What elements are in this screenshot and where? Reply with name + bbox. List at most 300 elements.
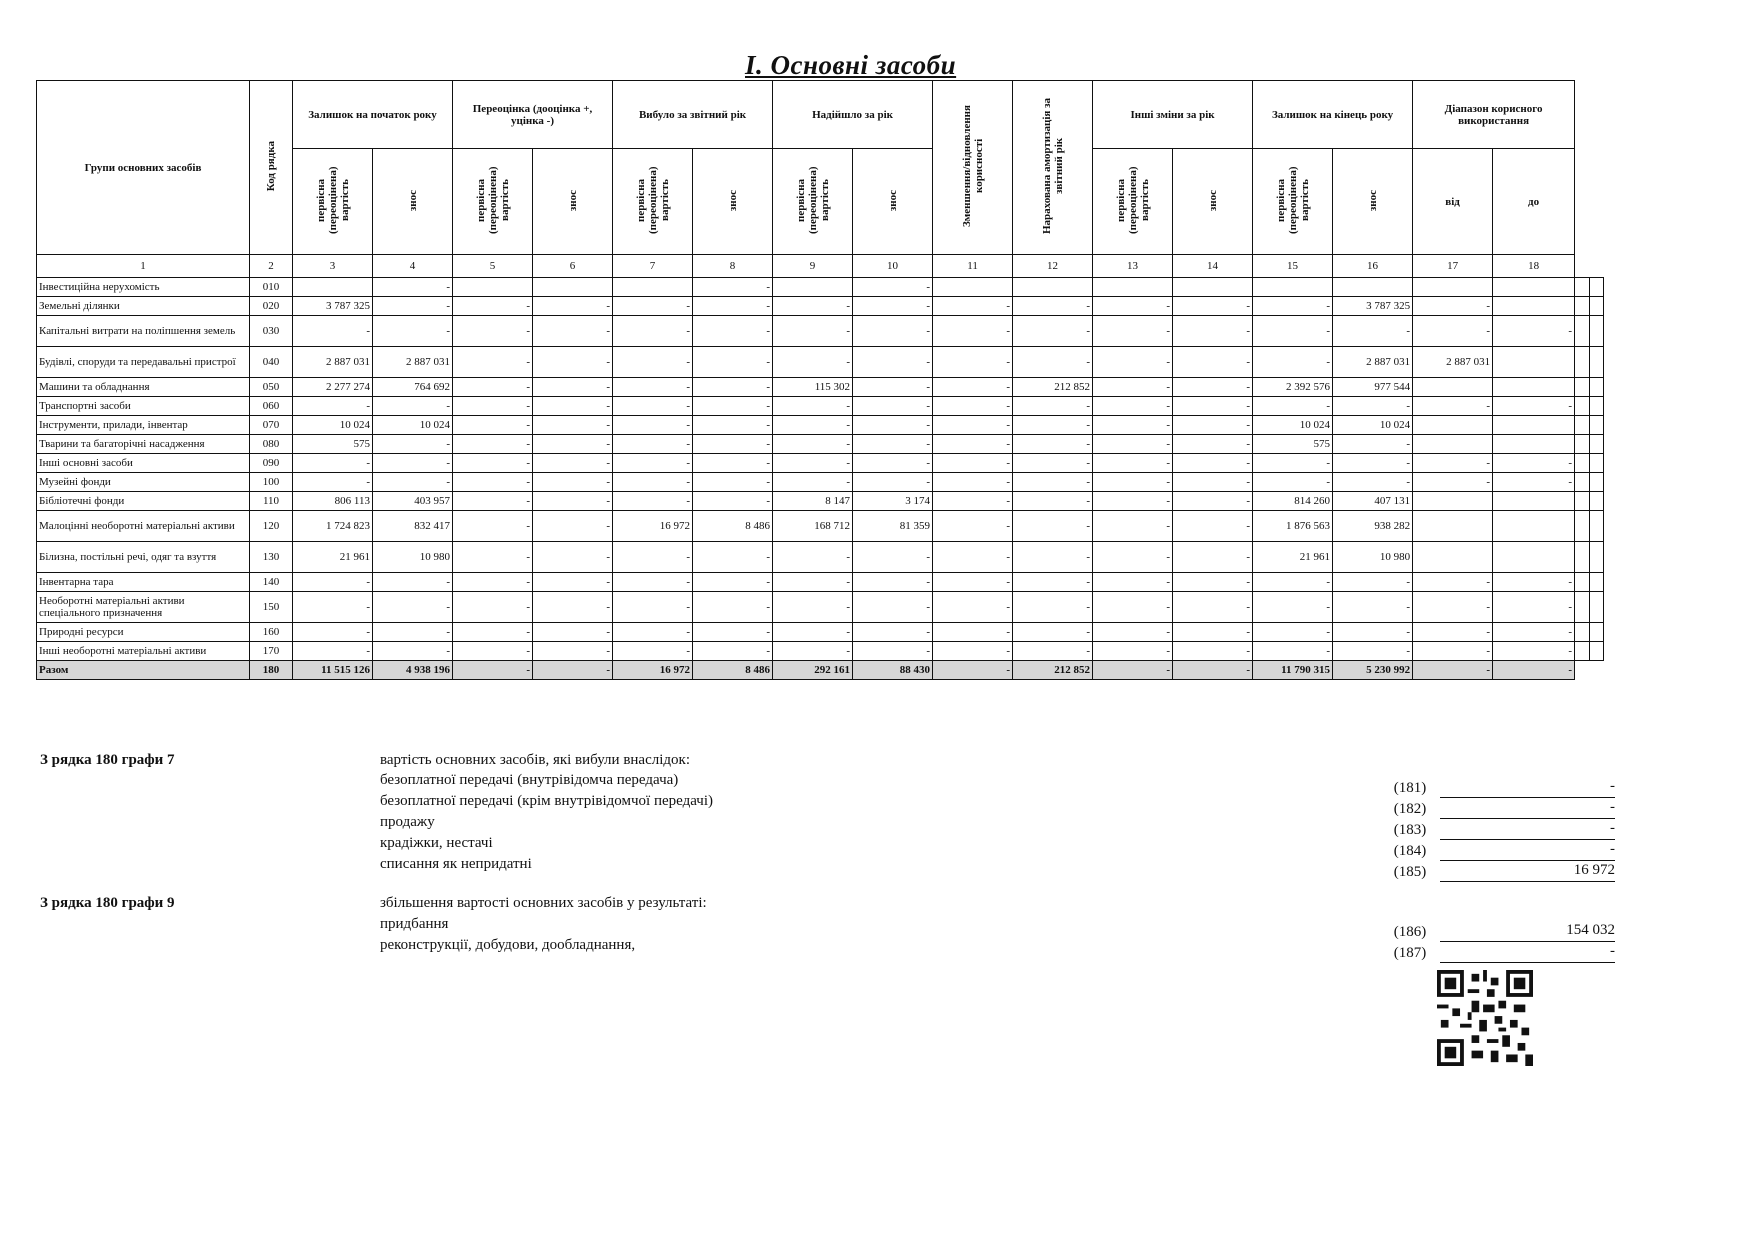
row-value: -: [1093, 316, 1173, 347]
header-original: первісна (переоцінена) вартість: [773, 149, 853, 255]
row-code: 130: [250, 542, 293, 573]
column-number: 10: [853, 255, 933, 278]
column-number: 12: [1013, 255, 1093, 278]
row-value: -: [1013, 347, 1093, 378]
row-value: -: [933, 347, 1013, 378]
row-value: -: [1013, 642, 1093, 661]
row-value: [1575, 573, 1589, 592]
row-value: [1575, 623, 1589, 642]
row-value: -: [693, 623, 773, 642]
note-g9-heading: збільшення вартості основних засобів у результаті:: [380, 895, 707, 911]
row-value: -: [453, 297, 533, 316]
column-number: 18: [1493, 255, 1575, 278]
row-value: -: [853, 278, 933, 297]
row-value: -: [853, 573, 933, 592]
row-value: -: [373, 473, 453, 492]
row-value: [1589, 278, 1603, 297]
note-item-value: -: [1440, 820, 1615, 840]
row-value: -: [1413, 661, 1493, 680]
row-value: -: [1093, 378, 1173, 397]
row-value: -: [933, 316, 1013, 347]
column-number: 11: [933, 255, 1013, 278]
row-value: -: [373, 278, 453, 297]
note-g7-label: З рядка 180 графи 7: [40, 752, 175, 768]
header-closing: Залишок на кінець року: [1253, 81, 1413, 149]
row-value: -: [1173, 378, 1253, 397]
column-number: 2: [250, 255, 293, 278]
header-wear: знос: [533, 149, 613, 255]
row-value: [1093, 278, 1173, 297]
column-number: 4: [373, 255, 453, 278]
row-value: -: [373, 592, 453, 623]
note-item-value: -: [1440, 778, 1615, 798]
row-value: -: [1413, 297, 1493, 316]
row-value: -: [853, 297, 933, 316]
row-value: -: [1013, 316, 1093, 347]
row-value: -: [533, 592, 613, 623]
row-code: 070: [250, 416, 293, 435]
row-value: -: [293, 316, 373, 347]
row-value: -: [1253, 642, 1333, 661]
row-value: 4 938 196: [373, 661, 453, 680]
row-value: -: [693, 642, 773, 661]
row-value: 212 852: [1013, 661, 1093, 680]
row-value: -: [533, 473, 613, 492]
row-value: 88 430: [853, 661, 933, 680]
row-value: -: [533, 642, 613, 661]
note-item-text: списання як непридатні: [380, 856, 532, 872]
row-value: -: [933, 511, 1013, 542]
row-value: -: [1493, 316, 1575, 347]
table-row: [37, 492, 1604, 511]
row-value: 8 147: [773, 492, 853, 511]
row-value: 21 961: [293, 542, 373, 573]
header-disposed: Вибуло за звітний рік: [613, 81, 773, 149]
row-name: Необоротні матеріальні активи спеціального призначення: [37, 592, 250, 623]
row-value: -: [1093, 473, 1173, 492]
row-value: -: [373, 454, 453, 473]
row-value: -: [933, 492, 1013, 511]
row-value: -: [293, 397, 373, 416]
row-value: -: [933, 592, 1013, 623]
row-value: -: [693, 347, 773, 378]
row-value: -: [1013, 511, 1093, 542]
row-value: [1575, 278, 1589, 297]
row-value: -: [853, 347, 933, 378]
row-value: [1589, 573, 1603, 592]
row-value: -: [613, 592, 693, 623]
row-value: -: [1333, 642, 1413, 661]
total-row: [37, 661, 1604, 680]
row-code: 040: [250, 347, 293, 378]
note-item-text: реконструкції, добудови, дообладнання,: [380, 937, 636, 953]
header-wear: знос: [373, 149, 453, 255]
column-number: 6: [533, 255, 613, 278]
row-value: -: [693, 435, 773, 454]
note-item-text: безоплатної передачі (крім внутрівідомчої передачі): [380, 793, 713, 809]
row-value: -: [853, 397, 933, 416]
row-value: -: [1013, 592, 1093, 623]
row-value: 5 230 992: [1333, 661, 1413, 680]
row-value: -: [293, 642, 373, 661]
row-value: -: [1413, 642, 1493, 661]
header-opening: Залишок на початок року: [293, 81, 453, 149]
row-value: -: [453, 661, 533, 680]
row-value: -: [853, 316, 933, 347]
row-value: [1493, 435, 1575, 454]
row-value: -: [293, 592, 373, 623]
row-value: -: [373, 297, 453, 316]
row-value: -: [853, 542, 933, 573]
row-value: -: [533, 454, 613, 473]
row-value: [1413, 416, 1493, 435]
row-value: -: [1093, 623, 1173, 642]
row-value: -: [693, 278, 773, 297]
row-value: [1173, 278, 1253, 297]
row-value: -: [453, 642, 533, 661]
row-value: -: [1093, 347, 1173, 378]
row-value: 2 392 576: [1253, 378, 1333, 397]
row-value: -: [693, 378, 773, 397]
row-value: -: [1333, 316, 1413, 347]
row-value: -: [853, 454, 933, 473]
table-row: [37, 542, 1604, 573]
row-value: [1589, 297, 1603, 316]
row-value: 8 486: [693, 511, 773, 542]
row-value: [533, 278, 613, 297]
header-original: первісна (переоцінена) вартість: [293, 149, 373, 255]
row-value: -: [933, 378, 1013, 397]
row-value: -: [773, 542, 853, 573]
row-value: -: [933, 573, 1013, 592]
column-number: 7: [613, 255, 693, 278]
row-value: [1589, 316, 1603, 347]
row-value: -: [933, 454, 1013, 473]
row-value: -: [853, 592, 933, 623]
row-value: -: [453, 378, 533, 397]
row-value: 2 277 274: [293, 378, 373, 397]
row-value: -: [1253, 454, 1333, 473]
row-value: -: [533, 511, 613, 542]
row-value: -: [1493, 623, 1575, 642]
note-g9-label: З рядка 180 графи 9: [40, 895, 175, 911]
row-code: 080: [250, 435, 293, 454]
note-item-value: -: [1440, 943, 1615, 963]
row-value: [1589, 623, 1603, 642]
note-item-code: (181): [1393, 780, 1427, 796]
row-value: -: [773, 454, 853, 473]
row-value: -: [1173, 642, 1253, 661]
row-value: -: [1173, 592, 1253, 623]
row-value: -: [613, 435, 693, 454]
row-value: -: [1253, 347, 1333, 378]
row-code: 120: [250, 511, 293, 542]
row-value: [1493, 511, 1575, 542]
row-value: -: [613, 623, 693, 642]
row-code: 140: [250, 573, 293, 592]
row-value: 977 544: [1333, 378, 1413, 397]
row-name: Бібліотечні фонди: [37, 492, 250, 511]
note-item-code: (184): [1393, 843, 1427, 859]
header-from: від: [1413, 149, 1493, 255]
row-value: 1 724 823: [293, 511, 373, 542]
row-value: -: [933, 542, 1013, 573]
row-value: -: [1413, 454, 1493, 473]
row-name: Транспортні засоби: [37, 397, 250, 416]
row-value: [293, 278, 373, 297]
row-value: -: [613, 347, 693, 378]
row-value: -: [693, 542, 773, 573]
column-number: 1: [37, 255, 250, 278]
row-name: Природні ресурси: [37, 623, 250, 642]
row-value: 81 359: [853, 511, 933, 542]
row-value: -: [1173, 347, 1253, 378]
row-code: 060: [250, 397, 293, 416]
row-value: -: [1093, 435, 1173, 454]
row-value: [1493, 278, 1575, 297]
row-value: -: [1253, 316, 1333, 347]
note-item-code: (186): [1393, 924, 1427, 940]
row-value: 3 787 325: [1333, 297, 1413, 316]
row-value: -: [1093, 397, 1173, 416]
row-value: -: [693, 316, 773, 347]
row-value: -: [1493, 592, 1575, 623]
row-value: -: [853, 435, 933, 454]
row-value: -: [1173, 435, 1253, 454]
row-value: 8 486: [693, 661, 773, 680]
table-row: [37, 573, 1604, 592]
row-value: -: [453, 511, 533, 542]
row-value: 407 131: [1333, 492, 1413, 511]
row-value: -: [933, 661, 1013, 680]
row-value: 575: [1253, 435, 1333, 454]
row-value: -: [693, 473, 773, 492]
table-row: [37, 416, 1604, 435]
row-value: 832 417: [373, 511, 453, 542]
row-value: -: [1333, 397, 1413, 416]
row-value: -: [533, 316, 613, 347]
column-number-row: [37, 255, 1604, 278]
row-name: Земельні ділянки: [37, 297, 250, 316]
row-value: 10 024: [373, 416, 453, 435]
row-value: -: [1173, 661, 1253, 680]
header-wear: знос: [1333, 149, 1413, 255]
row-name: Капітальні витрати на поліпшення земель: [37, 316, 250, 347]
row-code: 180: [250, 661, 293, 680]
table-row: [37, 454, 1604, 473]
qr-code-icon: [1437, 970, 1533, 1066]
row-value: -: [453, 416, 533, 435]
row-value: -: [613, 492, 693, 511]
row-name: Інвестиційна нерухомість: [37, 278, 250, 297]
row-value: -: [773, 347, 853, 378]
row-name: Тварини та багаторічні насадження: [37, 435, 250, 454]
row-value: -: [453, 473, 533, 492]
row-value: -: [1093, 297, 1173, 316]
row-value: [1413, 435, 1493, 454]
row-code: 010: [250, 278, 293, 297]
row-name: Разом: [37, 661, 250, 680]
row-value: [1589, 416, 1603, 435]
note-item-code: (183): [1393, 822, 1427, 838]
note-item-value: -: [1440, 799, 1615, 819]
row-value: -: [1493, 397, 1575, 416]
row-value: [1575, 416, 1589, 435]
header-depreciation: Нарахована амортизація за звітний рік: [1013, 81, 1093, 255]
header-to: до: [1493, 149, 1575, 255]
row-value: -: [453, 592, 533, 623]
row-value: -: [933, 623, 1013, 642]
row-name: Білизна, постільні речі, одяг та взуття: [37, 542, 250, 573]
row-value: [1575, 316, 1589, 347]
row-value: -: [1253, 573, 1333, 592]
row-value: -: [933, 297, 1013, 316]
row-value: -: [1013, 492, 1093, 511]
header-original: первісна (переоцінена) вартість: [613, 149, 693, 255]
note-g7-heading: вартість основних засобів, які вибули внаслідок:: [380, 752, 690, 768]
row-value: 10 024: [1333, 416, 1413, 435]
row-value: [1575, 592, 1589, 623]
row-value: 21 961: [1253, 542, 1333, 573]
row-value: -: [453, 347, 533, 378]
row-value: [1589, 378, 1603, 397]
row-value: 16 972: [613, 511, 693, 542]
row-value: [1575, 297, 1589, 316]
row-value: -: [293, 623, 373, 642]
row-value: [1413, 278, 1493, 297]
header-wear: знос: [853, 149, 933, 255]
row-value: -: [1413, 573, 1493, 592]
row-value: -: [1253, 623, 1333, 642]
table-row: [37, 473, 1604, 492]
row-value: -: [773, 623, 853, 642]
row-value: -: [1013, 573, 1093, 592]
row-value: -: [1173, 397, 1253, 416]
row-code: 020: [250, 297, 293, 316]
row-value: -: [1493, 573, 1575, 592]
row-value: -: [533, 347, 613, 378]
row-value: 764 692: [373, 378, 453, 397]
row-value: [1413, 378, 1493, 397]
table-row: [37, 592, 1604, 623]
row-value: -: [933, 642, 1013, 661]
header-original: первісна (переоцінена) вартість: [1093, 149, 1173, 255]
row-name: Музейні фонди: [37, 473, 250, 492]
row-value: -: [693, 297, 773, 316]
row-value: -: [533, 297, 613, 316]
row-code: 090: [250, 454, 293, 473]
header-received: Надійшло за рік: [773, 81, 933, 149]
row-value: -: [1413, 473, 1493, 492]
row-value: [1589, 492, 1603, 511]
row-value: [1493, 416, 1575, 435]
row-value: -: [773, 397, 853, 416]
row-name: Інструменти, прилади, інвентар: [37, 416, 250, 435]
row-value: 814 260: [1253, 492, 1333, 511]
row-value: [1589, 397, 1603, 416]
row-value: -: [1173, 316, 1253, 347]
row-code: 030: [250, 316, 293, 347]
row-value: -: [1093, 511, 1173, 542]
row-value: -: [933, 473, 1013, 492]
row-value: [1013, 278, 1093, 297]
row-value: -: [1093, 642, 1173, 661]
row-value: -: [453, 435, 533, 454]
row-value: -: [453, 623, 533, 642]
row-value: -: [613, 454, 693, 473]
row-value: -: [1173, 542, 1253, 573]
row-value: [453, 278, 533, 297]
row-value: -: [613, 297, 693, 316]
row-code: 050: [250, 378, 293, 397]
row-value: -: [373, 435, 453, 454]
row-value: -: [373, 397, 453, 416]
row-value: -: [1093, 542, 1173, 573]
column-number: 14: [1173, 255, 1253, 278]
table-row: [37, 278, 1604, 297]
row-value: -: [1413, 316, 1493, 347]
column-number: 15: [1253, 255, 1333, 278]
fixed-assets-table: [36, 80, 1604, 680]
row-name: Інші основні засоби: [37, 454, 250, 473]
row-value: -: [853, 642, 933, 661]
row-value: -: [613, 397, 693, 416]
row-value: -: [1333, 435, 1413, 454]
row-value: -: [613, 642, 693, 661]
note-item-value: 154 032: [1440, 922, 1615, 942]
row-value: -: [533, 378, 613, 397]
row-value: -: [1173, 511, 1253, 542]
row-value: [1589, 642, 1603, 661]
table-row: [37, 347, 1604, 378]
row-value: -: [1013, 435, 1093, 454]
row-value: -: [693, 492, 773, 511]
row-code: 150: [250, 592, 293, 623]
row-value: 11 515 126: [293, 661, 373, 680]
note-item-code: (185): [1393, 864, 1427, 880]
row-value: -: [853, 623, 933, 642]
row-value: -: [293, 573, 373, 592]
row-value: [1493, 378, 1575, 397]
row-value: -: [1013, 416, 1093, 435]
row-value: 10 024: [1253, 416, 1333, 435]
row-value: -: [1013, 454, 1093, 473]
row-value: [773, 278, 853, 297]
row-value: -: [1253, 297, 1333, 316]
row-value: 938 282: [1333, 511, 1413, 542]
table-row: [37, 378, 1604, 397]
row-value: -: [1333, 623, 1413, 642]
row-value: -: [773, 316, 853, 347]
row-value: -: [1493, 454, 1575, 473]
row-code: 110: [250, 492, 293, 511]
column-number: 17: [1413, 255, 1493, 278]
column-number: 9: [773, 255, 853, 278]
row-value: 212 852: [1013, 378, 1093, 397]
row-value: [1589, 435, 1603, 454]
row-value: -: [453, 316, 533, 347]
row-value: -: [533, 661, 613, 680]
row-value: -: [1253, 473, 1333, 492]
row-value: -: [613, 573, 693, 592]
row-value: [1575, 542, 1589, 573]
table-row: [37, 623, 1604, 642]
row-value: -: [1333, 592, 1413, 623]
row-value: 575: [293, 435, 373, 454]
note-item-text: безоплатної передачі (внутрівідомча передача): [380, 772, 679, 788]
row-value: -: [1173, 623, 1253, 642]
row-value: [1575, 492, 1589, 511]
